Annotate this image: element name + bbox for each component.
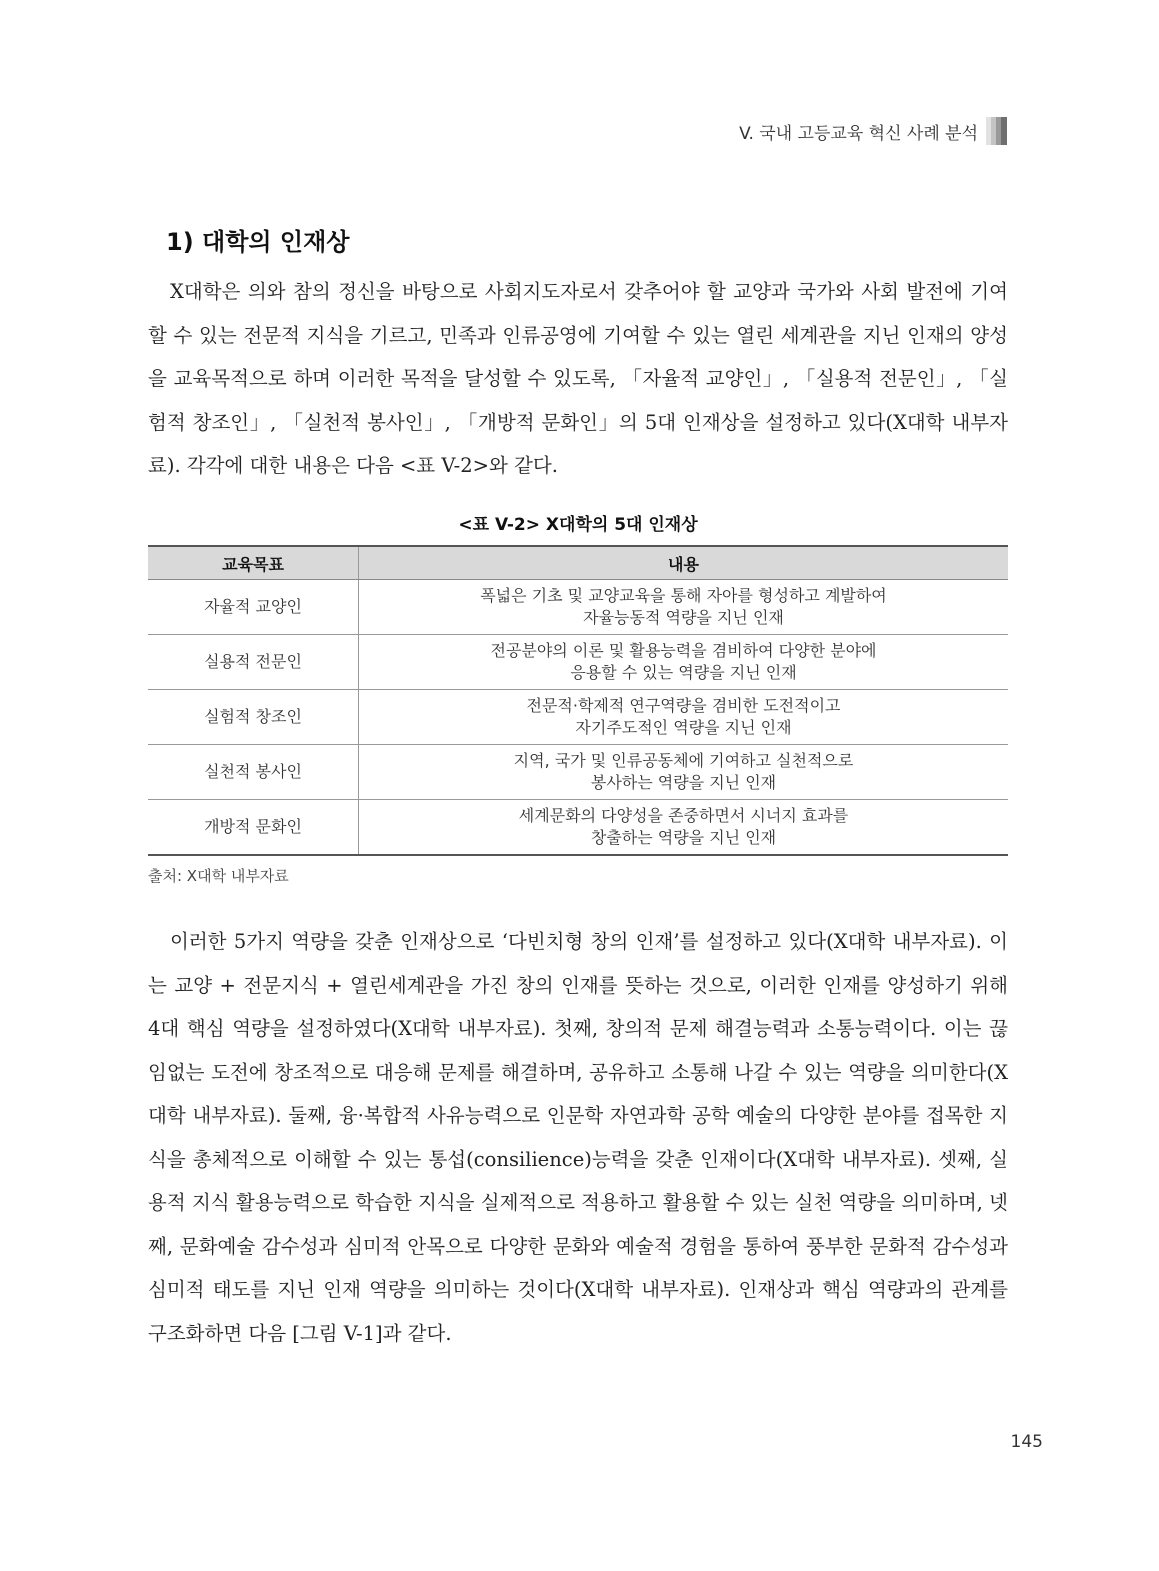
page-number: 145 <box>1010 1432 1043 1452</box>
table-source: 출처: X대학 내부자료 <box>148 867 289 885</box>
talent-table <box>148 545 1008 856</box>
goal-cell: 개방적 문화인 <box>148 800 359 856</box>
column-header-content: 내용 <box>359 546 1009 580</box>
running-header <box>739 116 1007 146</box>
content-line: 자율능동적 역량을 지닌 인재 <box>583 608 784 627</box>
table-row <box>148 745 1008 800</box>
column-header-goal: 교육목표 <box>148 546 359 580</box>
content-line: 전공분야의 이론 및 활용능력을 겸비하여 다양한 분야에 <box>490 641 877 660</box>
goal-cell: 실험적 창조인 <box>148 690 359 745</box>
content-line: 자기주도적인 역량을 지닌 인재 <box>575 718 792 737</box>
table-row <box>148 635 1008 690</box>
table-row <box>148 800 1008 856</box>
content-cell <box>359 635 1009 690</box>
table-row <box>148 690 1008 745</box>
content-line: 세계문화의 다양성을 존중하면서 시너지 효과를 <box>518 806 849 825</box>
table-header-row <box>148 546 1008 580</box>
body-paragraph-2: 이러한 5가지 역량을 갖춘 인재상으로 ‘다빈치형 창의 인재’를 설정하고 있다(X대학 내부자료). 이는 교양 + 전문지식 + 열린세계관을 가진 창의 인재를 뜻하는 것으로, 이러한 인재를 양성하기 위해 4대 핵심 역량을 설정하였다(X대학 내부자료). 첫째, 창의적 문제 해결능력과 소통능력이다. 이는 끊임없는 도전에 창조적으로 대응해 문제를 해결하며, 공유하고 소통해 나갈 수 있는 역량을 의미한다(X대학 내부자료). 둘째, 융·복합적 사유능력으로 인문학 자연과학 공학 예술의 다양한 분야를 접목한 지식을 총체적으로 이해할 수 있는 통섭(consilience)능력을 갖춘 인재이다(X대학 내부자료). 셋째, 실용적 지식 활용능력으로 학습한 지식을 실제적으로 적용하고 활용할 수 있는 실천 역량을 의미하며, 넷째, 문화예술 감수성과 심미적 안목으로 다양한 문화와 예술적 경험을 통하여 풍부한 문화적 감수성과 심미적 태도를 지닌 인재 역량을 의미하는 것이다(X대학 내부자료). 인재상과 핵심 역량과의 관계를 구조화하면 다음 [그림 V-1]과 같다. <box>148 930 1008 1345</box>
section-title: 1) 대학의 인재상 <box>166 228 350 256</box>
content-line: 전문적·학제적 연구역량을 겸비한 도전적이고 <box>526 696 841 715</box>
body-paragraph-1: X대학은 의와 참의 정신을 바탕으로 사회지도자로서 갖추어야 할 교양과 국가와 사회 발전에 기여할 수 있는 전문적 지식을 기르고, 민족과 인류공영에 기여할 수 있는 열린 세계관을 지닌 인재의 양성을 교육목적으로 하며 이러한 목적을 달성할 수 있도록, 「자율적 교양인」, 「실용적 전문인」, 「실험적 창조인」, 「실천적 봉사인」, 「개방적 문화인」의 5대 인재상을 설정하고 있다(X대학 내부자료). 각각에 대한 내용은 다음 <표 V-2>와 같다. <box>148 280 1008 477</box>
table-caption: <표 V-2> X대학의 5대 인재상 <box>458 515 698 535</box>
content-cell <box>359 745 1009 800</box>
content-line: 폭넓은 기초 및 교양교육을 통해 자아를 형성하고 계발하여 <box>480 586 887 605</box>
running-header-title: V. 국내 고등교육 혁신 사례 분석 <box>739 123 978 144</box>
content-cell <box>359 580 1009 635</box>
goal-cell: 실천적 봉사인 <box>148 745 359 800</box>
content-line: 창출하는 역량을 지닌 인재 <box>590 828 777 847</box>
header-decoration-bars <box>986 117 1007 145</box>
content-cell <box>359 690 1009 745</box>
content-cell <box>359 800 1009 856</box>
content-line: 봉사하는 역량을 지닌 인재 <box>590 773 777 792</box>
content-line: 지역, 국가 및 인류공동체에 기여하고 실천적으로 <box>513 751 854 770</box>
content-line: 응용할 수 있는 역량을 지닌 인재 <box>570 663 797 682</box>
goal-cell: 자율적 교양인 <box>148 580 359 635</box>
goal-cell: 실용적 전문인 <box>148 635 359 690</box>
header-bar <box>1001 117 1007 145</box>
table-row <box>148 580 1008 635</box>
